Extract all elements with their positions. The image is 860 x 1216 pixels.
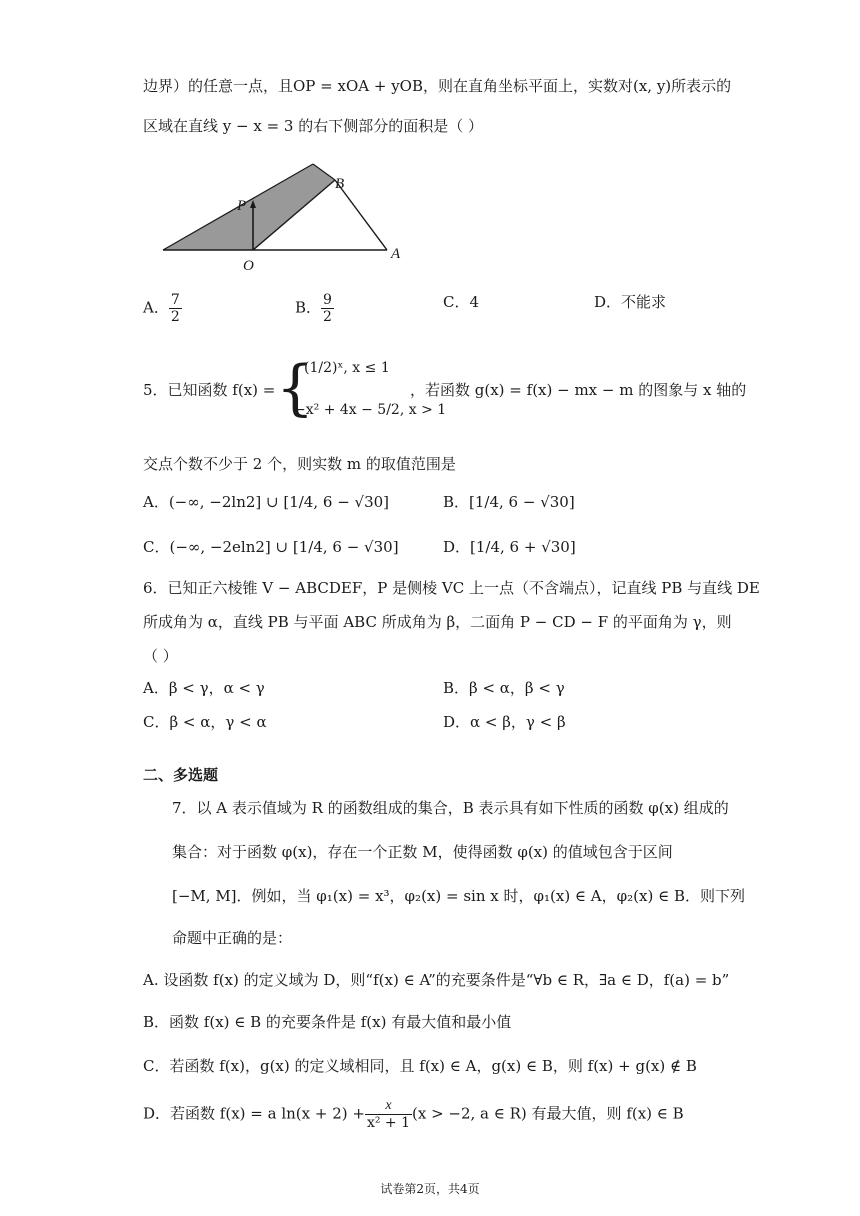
q5-prefix: 5．已知函数 f(x) =: [143, 381, 276, 399]
q7-option-a[interactable]: A. 设函数 f(x) 的定义域为 D，则“f(x) ∈ A”的充要条件是“∀b ∈ R，∃a ∈ D，f(a) = b”: [143, 971, 730, 989]
fraction: $\frac{7}{2}$: [170, 292, 180, 325]
shaded-region: [163, 164, 335, 250]
q4-option-b-label: B．: [295, 298, 322, 317]
q4-figure: [155, 158, 415, 278]
q6-option-a[interactable]: A．β < γ，α < γ: [143, 679, 265, 697]
piecewise-brace: {: [276, 353, 315, 423]
fraction: $\frac{9}{2}$: [323, 292, 332, 325]
q5-option-c[interactable]: C．(−∞, −2eln2] ∪ [1/4, 6 − √30]: [143, 538, 399, 556]
label-o: O: [243, 258, 254, 274]
q7-option-b[interactable]: B．函数 f(x) ∈ B 的充要条件是 f(x) 有最大值和最小值: [143, 1013, 512, 1031]
q4-line-1: 边界）的任意一点，且OP = xOA + yOB，则在直角坐标平面上，实数对(x, y)所表示的: [143, 77, 732, 95]
q5-option-a[interactable]: A．(−∞, −2ln2] ∪ [1/4, 6 − √30]: [143, 493, 390, 511]
q7-option-d[interactable]: [143, 1098, 684, 1131]
q7-line-3: [−M, M]．例如，当 φ₁(x) = x³，φ₂(x) = sin x 时，φ₁(x) ∈ A，φ₂(x) ∈ B．则下列: [172, 887, 745, 905]
q4-option-b[interactable]: [295, 292, 334, 325]
label-a: A: [391, 246, 401, 262]
q6-option-b[interactable]: B．β < α，β < γ: [443, 679, 565, 697]
q4-line-2: 区域在直线 y − x = 3 的右下侧部分的面积是（ ）: [143, 117, 483, 135]
q5-suffix: ，若函数 g(x) = f(x) − mx − m 的图象与 x 轴的: [410, 381, 747, 399]
q4-option-a-label: A．: [143, 298, 169, 317]
section-heading: 二、多选题: [143, 766, 219, 784]
q5-option-d[interactable]: D．[1/4, 6 + √30]: [443, 538, 576, 556]
page-footer: 试卷第2页，共4页: [380, 1182, 480, 1196]
q5-piece-1: (1/2)ˣ, x ≤ 1: [304, 360, 390, 376]
q7-option-d-post: (x > −2, a ∈ R) 有最大值，则 f(x) ∈ B: [411, 1104, 684, 1123]
q4-option-d[interactable]: D．不能求: [594, 293, 667, 311]
q7-option-c[interactable]: C．若函数 f(x)，g(x) 的定义域相同，且 f(x) ∈ A，g(x) ∈ B，则 f(x) + g(x) ∉ B: [143, 1057, 697, 1075]
q6-line-2: 所成角为 α，直线 PB 与平面 ABC 所成角为 β，二面角 P − CD − F 的平面角为 γ，则: [143, 613, 732, 631]
label-p: P: [237, 198, 247, 214]
q4-option-c[interactable]: C．4: [443, 293, 480, 311]
q5-line-2: 交点个数不少于 2 个，则实数 m 的取值范围是: [143, 455, 456, 473]
label-b: B: [335, 176, 345, 192]
q7-option-d-pre: D．若函数 f(x) = a ln(x + 2) +: [143, 1104, 365, 1123]
q5-option-b[interactable]: B．[1/4, 6 − √30]: [443, 493, 575, 511]
q6-option-d[interactable]: D．α < β，γ < β: [443, 713, 566, 731]
q7-line-4: 命题中正确的是：: [172, 929, 293, 947]
q4-option-a[interactable]: [143, 292, 182, 325]
q5-piece-2: −x² + 4x − 5/2, x > 1: [294, 402, 447, 418]
q7-line-1: 7．以 A 表示值域为 R 的函数组成的集合，B 表示具有如下性质的函数 φ(x) 组成的: [172, 799, 729, 817]
q6-line-3: （ ）: [143, 647, 178, 665]
q6-option-c[interactable]: C．β < α，γ < α: [143, 713, 267, 731]
q7-line-2: 集合：对于函数 φ(x)，存在一个正数 M，使得函数 φ(x) 的值域包含于区间: [172, 843, 673, 861]
q6-line-1: 6．已知正六棱锥 V − ABCDEF，P 是侧棱 VC 上一点（不含端点），记直线 PB 与直线 DE: [143, 579, 760, 597]
fraction: $\frac{x}{\text{x² + 1}}$: [366, 1098, 410, 1131]
